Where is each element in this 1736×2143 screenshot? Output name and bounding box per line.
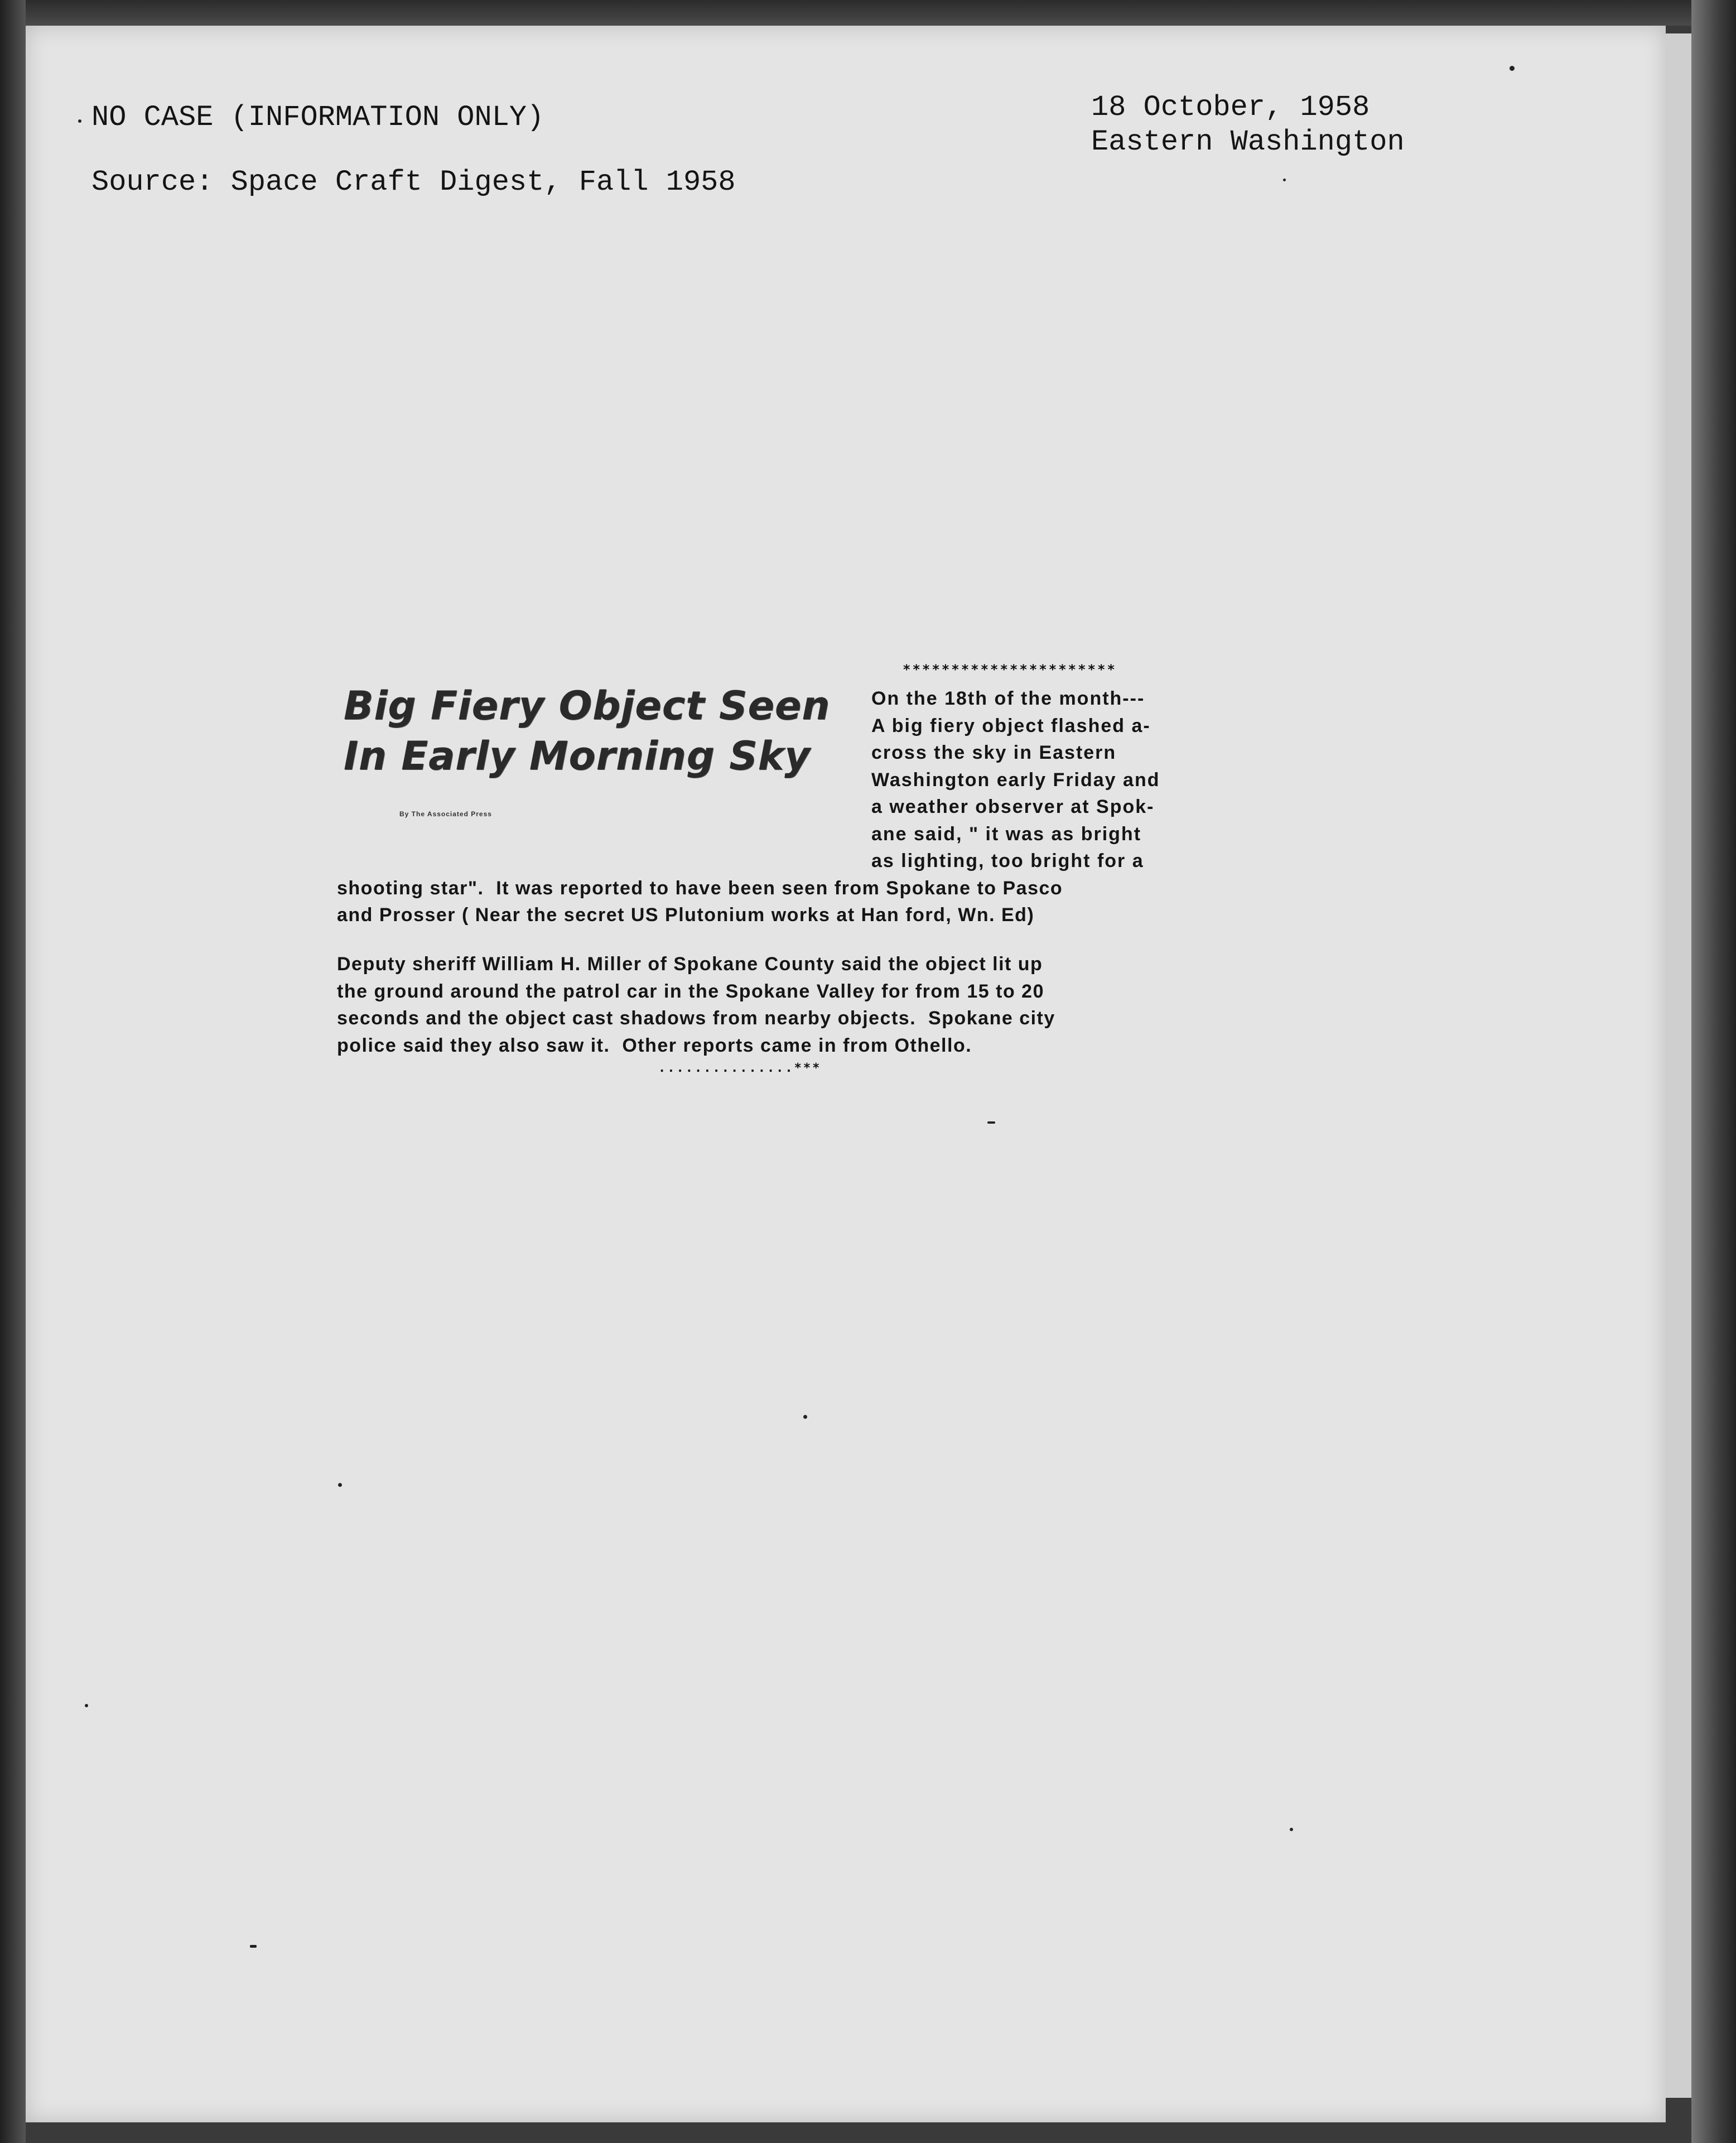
source-line: Source: Space Craft Digest, Fall 1958 bbox=[91, 166, 736, 199]
column-line: cross the sky in Eastern bbox=[871, 742, 1117, 763]
dust-speck bbox=[1510, 66, 1515, 71]
paragraph-line: the ground around the patrol car in the Spokane Valley for from 15 to 20 bbox=[337, 980, 1044, 1002]
report-location: Eastern Washington bbox=[1091, 126, 1405, 158]
film-frame-right bbox=[1691, 0, 1736, 2143]
clipping-headline bbox=[344, 681, 830, 781]
dust-speck bbox=[78, 119, 81, 123]
clipping-byline: By The Associated Press bbox=[399, 810, 492, 818]
column-line: A big fiery object flashed a- bbox=[871, 715, 1151, 736]
paragraph-line: police said they also saw it. Other reports came in from Othello. bbox=[337, 1034, 972, 1056]
wide-line: shooting star". It was reported to have been seen from Spokane to Pasco bbox=[337, 878, 1063, 899]
column-line: as lighting, too bright for a bbox=[871, 850, 1144, 871]
film-frame-top bbox=[0, 0, 1736, 26]
dust-speck bbox=[1290, 1828, 1293, 1831]
stars-divider-top: ********************** bbox=[903, 662, 1117, 677]
headline-line-1: Big Fiery Object Seen bbox=[344, 683, 831, 729]
column-line: Washington early Friday and bbox=[871, 769, 1160, 791]
document-page bbox=[26, 26, 1666, 2122]
dust-speck bbox=[987, 1121, 995, 1124]
report-date: 18 October, 1958 bbox=[1091, 91, 1370, 124]
dust-speck bbox=[85, 1704, 88, 1707]
column-line: ane said, " it was as bright bbox=[871, 823, 1142, 845]
dust-speck bbox=[1283, 179, 1286, 181]
clipping-column bbox=[871, 685, 1160, 875]
film-frame-left bbox=[0, 0, 26, 2143]
page-edge bbox=[1666, 33, 1691, 2098]
dust-speck bbox=[803, 1415, 807, 1419]
column-line: a weather observer at Spok- bbox=[871, 796, 1155, 817]
dust-speck bbox=[338, 1483, 342, 1487]
clipping-paragraph-2 bbox=[337, 951, 1055, 1059]
headline-line-2: In Early Morning Sky bbox=[344, 733, 811, 779]
column-line: On the 18th of the month--- bbox=[871, 688, 1145, 709]
paragraph-line: Deputy sheriff William H. Miller of Spokane County said the object lit up bbox=[337, 953, 1043, 975]
case-label: NO CASE (INFORMATION ONLY) bbox=[91, 101, 544, 134]
clipping-paragraph-1-continued bbox=[337, 875, 1063, 928]
paragraph-line: seconds and the object cast shadows from nearby objects. Spokane city bbox=[337, 1008, 1055, 1029]
dust-speck bbox=[250, 1945, 257, 1948]
wide-line: and Prosser ( Near the secret US Plutonium works at Han ford, Wn. Ed) bbox=[337, 904, 1035, 926]
stars-divider-bottom: ...............*** bbox=[658, 1061, 822, 1075]
